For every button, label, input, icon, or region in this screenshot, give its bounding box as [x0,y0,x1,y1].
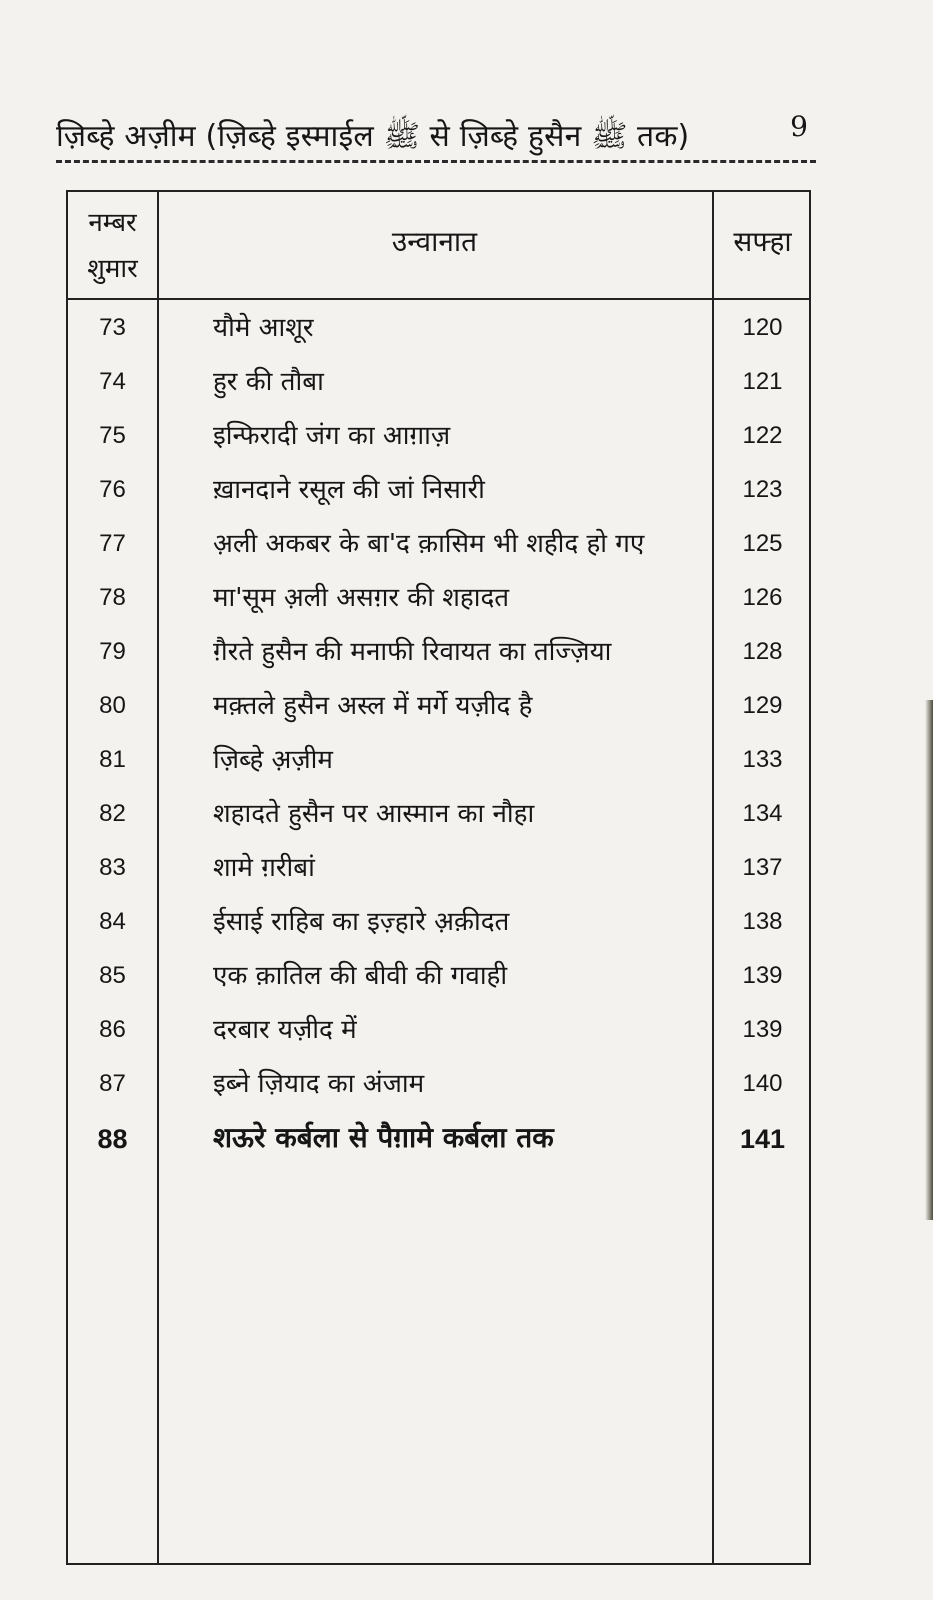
table-row [68,734,809,788]
row-title: मक़्तले हुसैन अस्ल में मर्गे यज़ीद है [213,691,533,721]
column-header-page: सफ्हा [733,225,792,258]
row-page: 140 [742,1070,783,1097]
row-number: 74 [99,368,126,395]
row-title: ख़ानदाने रसूल की जां निसारी [213,475,485,505]
row-page: 141 [739,1124,786,1154]
row-page: 128 [742,638,783,665]
row-title: अ़ली अकबर के बा'द क़ासिम भी शहीद हो गए [213,529,645,559]
row-page: 139 [742,962,783,989]
row-number: 79 [99,638,126,665]
row-page: 137 [742,854,783,881]
row-number: 80 [99,692,126,719]
row-page: 123 [742,476,783,503]
column-header-title: उन्वानात [391,225,478,258]
table-row [68,626,809,680]
column-header-number [68,200,157,292]
row-number: 82 [99,800,126,827]
row-title: यौमे आशूर [213,313,314,343]
row-number: 76 [99,476,126,503]
page-edge-shadow [925,700,933,1220]
row-page: 138 [742,908,783,935]
table-row [68,572,809,626]
row-number: 83 [99,854,126,881]
row-title: एक क़ातिल की बीवी की गवाही [213,961,508,991]
table-row [68,518,809,572]
row-number: 85 [99,962,126,989]
row-page: 139 [742,1016,783,1043]
row-number: 75 [99,422,126,449]
table-row [68,464,809,518]
row-title: शामे ग़रीबां [213,853,315,883]
table-row [68,680,809,734]
row-page: 122 [742,422,783,449]
row-page: 121 [742,368,783,395]
row-number: 81 [99,746,126,773]
row-number: 78 [99,584,126,611]
row-title: मा'सूम अ़ली असग़र की शहादत [213,583,510,613]
page-number: 9 [790,110,808,143]
table-row [68,788,809,842]
row-title: ईसाई राहिब का इज़्हारे अ़क़ीदत [213,907,510,937]
row-title: शहादते हुसैन पर आस्मान का नौहा [213,799,535,829]
row-number: 73 [99,314,126,341]
row-number: 87 [99,1070,126,1097]
table-row [68,1112,809,1166]
row-title: शऊरे कर्बला से पैग़ामे कर्बला तक [213,1121,554,1154]
header-divider [56,160,816,163]
header-row-divider [68,298,809,300]
row-page: 120 [742,314,783,341]
row-number: 84 [99,908,126,935]
table-row [68,896,809,950]
row-title: ग़ैरते हुसैन की मनाफी रिवायत का तज्ज़िया [213,637,612,667]
book-title: ज़िब्हे अज़ीम (ज़िब्हे इस्माईल ﷺ से ज़िब्हे हुसैन ﷺ तक) [56,119,690,154]
running-header [56,108,816,158]
table-of-contents [66,190,811,1565]
row-page: 126 [742,584,783,611]
column-header-number-line1: नम्बर [88,208,137,238]
row-number: 86 [99,1016,126,1043]
row-title: हुर की तौबा [213,367,324,397]
table-row [68,356,809,410]
table-row [68,302,809,356]
row-page: 134 [742,800,783,827]
row-page: 125 [742,530,783,557]
row-page: 133 [742,746,783,773]
row-number: 88 [97,1124,128,1154]
table-row [68,1004,809,1058]
row-title: इन्फिरादी जंग का आग़ाज़ [213,421,451,451]
row-number: 77 [99,530,126,557]
row-title: ज़िब्हे अ़ज़ीम [213,745,333,775]
row-page: 129 [742,692,783,719]
row-title: इब्ने ज़ियाद का अंजाम [213,1069,425,1099]
table-row [68,1058,809,1112]
column-header-number-line2: शुमार [87,254,138,284]
table-row [68,842,809,896]
toc-rows [68,302,809,1166]
table-row [68,410,809,464]
table-row [68,950,809,1004]
row-title: दरबार यज़ीद में [213,1015,357,1045]
